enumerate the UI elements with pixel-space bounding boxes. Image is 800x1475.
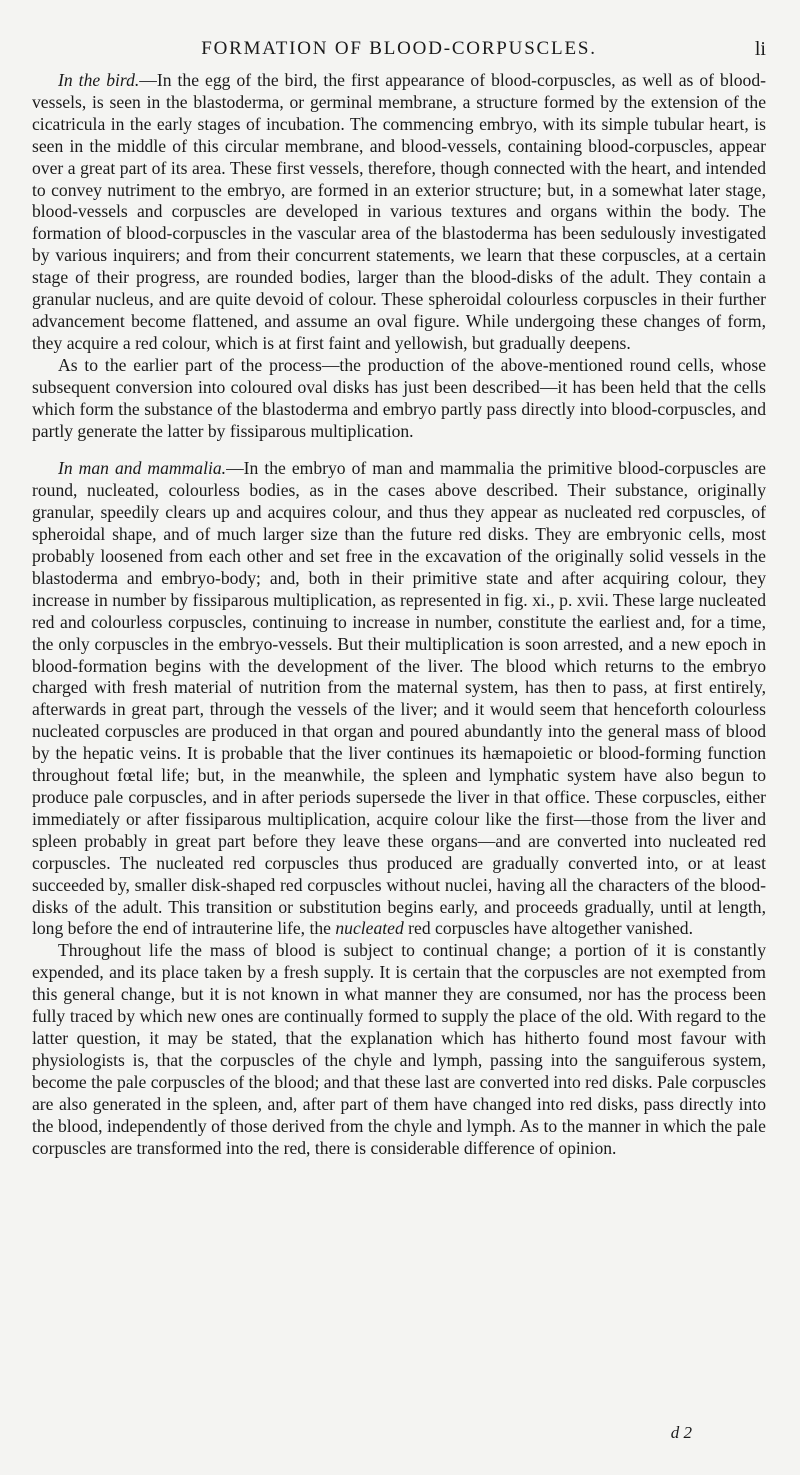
- paragraph-earlier-process-text: As to the earlier part of the process—the production of the above-mentioned round cells, whose subsequent conversion into coloured oval disks has just been described—it has been held that the cells which form the substance of the blastoderma and embryo partly pass directly into blood-corpuscles, and partly generate the latter by fissiparous multiplication.: [32, 354, 766, 441]
- section-lead-man-mammalia: In man and mammalia.: [58, 458, 227, 479]
- page-number: li: [754, 38, 766, 60]
- paragraph-man-mammalia: [32, 458, 766, 940]
- paragraph-continual-change-text: Throughout life the mass of blood is subject to continual change; a portion of it is constantly expended, and its place taken by a fresh supply. It is certain that the corpuscles are not exempted from this general change, but it is not known in what manner they are consumed, nor has the process been fully traced by which new ones are continually formed to supply the place of the old. With regard to the latter question, it may be stated, that the explanation which has hitherto found most favour with physiologists is, that the corpuscles of the chyle and lymph, passing into the sanguiferous system, become the pale corpuscles of the blood; and that these last are converted into red disks. Pale corpuscles are also generated in the spleen, and, after part of them have changed into red disks, pass directly into the blood, independently of those derived from the chyle and lymph. As to the manner in which the pale corpuscles are transformed into the red, there is considerable difference of opinion.: [32, 940, 766, 1158]
- paragraph-bird: [32, 70, 766, 355]
- emphasis-nucleated: nucleated: [335, 918, 404, 939]
- paragraph-continual-change: [32, 940, 766, 1159]
- running-header: [32, 32, 766, 62]
- running-title: FORMATION OF BLOOD-CORPUSCLES.: [201, 38, 597, 59]
- paragraph-earlier-process: [32, 355, 766, 443]
- section-lead-bird: In the bird.: [58, 70, 140, 90]
- paragraph-man-mammalia-end: red corpuscles have altogether vanished.: [403, 918, 693, 939]
- paragraph-man-mammalia-text: —In the embryo of man and mammalia the primitive blood-corpuscles are round, nucleated, colourless bodies, as in the cases above described. Their substance, originally granular, speedily clears up and acquires colour, and thus they appear as nucleated red corpuscles, of spheroidal shape, and of much larger size than the future red disks. They are embryonic cells, most probably loosened from each other and set free in the excavation of the originally solid vessels in the blastoderma and embryo-body; and, both in their primitive state and after acquiring colour, they increase in number by fissiparous multiplication, as represented in fig. xi., p. xvii. These large nucleated red and colourless corpuscles, continuing to increase in number, constitute the earliest and, for a time, the only corpuscles in the embryo-vessels. But their multiplication is soon arrested, and a new epoch in blood-formation begins with the development of the liver. The blood which returns to the embryo charged with fresh material of nutrition from the maternal system, has then to pass, at first entirely, afterwards in great part, through the vessels of the liver; and it would seem that henceforth colourless nucleated corpuscles are produced in that organ and poured abundantly into the general mass of blood by the hepatic veins. It is probable that the liver continues its hæmapoietic or blood-forming function throughout fœtal life; but, in the meanwhile, the spleen and lymphatic system have also begun to produce pale corpuscles, and in after periods supersede the liver in that office. These corpuscles, either immediately or after fissiparous multiplication, acquire colour like the first—those from the liver and spleen probably in great part before they leave these organs—and are converted into nucleated red corpuscles. The nucleated red corpuscles thus produced are gradually converted into, or at least succeeded by, smaller disk-shaped red corpuscles without nuclei, having all the characters of the blood-disks of the adult. This transition or substitution begins early, and proceeds gradually, until at length, long before the end of intrauterine life, the: [32, 458, 766, 939]
- paragraph-bird-text: —In the egg of the bird, the first appearance of blood-corpuscles, as well as of blood-vessels, is seen in the blastoderma, or germinal membrane, a structure formed by the extension of the cicatricula in the early stages of incubation. The commencing embryo, with its simple tubular heart, is seen in the middle of this circular membrane, and blood-vessels, containing blood-corpuscles, appear over a great part of its area. These first vessels, therefore, though connected with the heart, and intended to convey nutriment to the embryo, are formed in an exterior structure; but, in a somewhat later stage, blood-vessels and corpuscles are developed in various textures and organs within the body. The formation of blood-corpuscles in the vascular area of the blastoderma has been sedulously investigated by various inquirers; and from their concurrent statements, we learn that these corpuscles, at a certain stage of their progress, are rounded bodies, larger than the blood-disks of the adult. They contain a granular nucleus, and are quite devoid of colour. These spheroidal colourless corpuscles in their further advancement become flattened, and assume an oval figure. While undergoing these changes of form, they acquire a red colour, which is at first faint and yellowish, but gradually deepens.: [32, 70, 766, 353]
- signature-mark: d 2: [670, 1423, 692, 1442]
